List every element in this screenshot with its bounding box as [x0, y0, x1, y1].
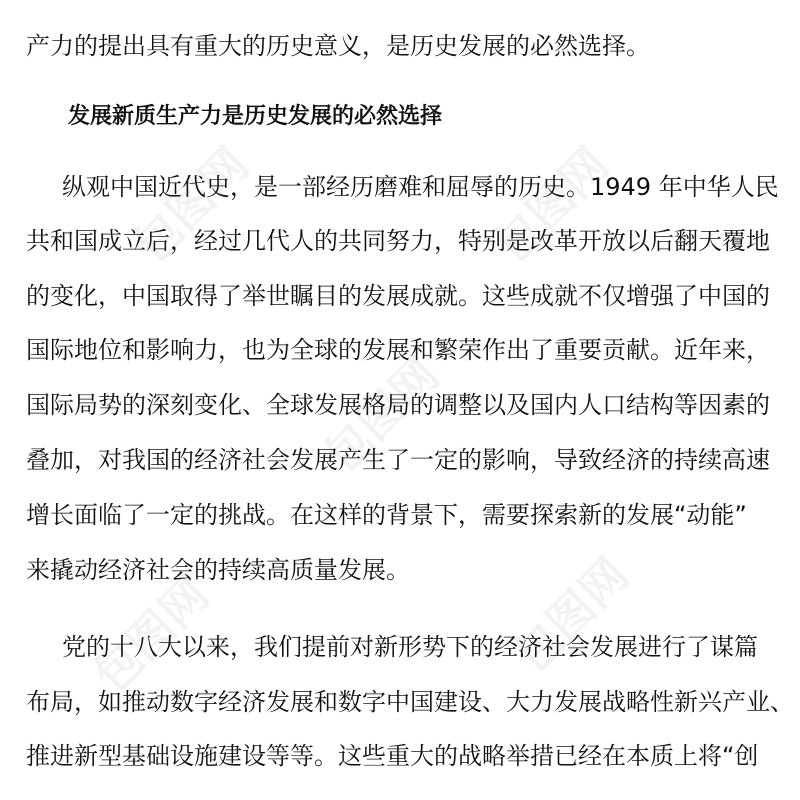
cut-off-line: [26, 0, 34, 8]
paragraph2-line: 党的十八大以来，我们提前对新形势下的经济社会发展进行了谋篇: [62, 633, 758, 661]
intro-line: 产力的提出具有重大的历史意义，是历史发展的必然选择。: [26, 32, 650, 60]
paragraph1-line: 国际局势的深刻变化、全球发展格局的调整以及国内人口结构等因素的: [26, 391, 770, 419]
paragraph1-line: 增长面临了一定的挑战。在这样的背景下，需要探索新的发展“动能”: [26, 501, 747, 529]
paragraph2-line: 推进新型基础设施建设等等。这些重大的战略举措已经在本质上将“创: [26, 742, 759, 770]
watermark: 包图网: [123, 137, 260, 274]
paragraph1-line: 国际地位和影响力，也为全球的发展和繁荣作出了重要贡献。近年来，: [26, 336, 770, 364]
section-heading: 发展新质生产力是历史发展的必然选择: [68, 104, 443, 129]
watermark: 包图网: [313, 347, 450, 484]
paragraph1-line: 纵观中国近代史，是一部经历磨难和屈辱的历史。1949 年中华人民: [62, 173, 779, 201]
watermark: 包图网: [83, 567, 220, 704]
paragraph1-line: 来撬动经济社会的持续高质量发展。: [26, 556, 410, 584]
paragraph1-line: 共和国成立后，经过几代人的共同努力，特别是改革开放以后翻天覆地: [26, 227, 770, 255]
paragraph2-line: 布局，如推动数字经济发展和数字中国建设、大力发展战略性新兴产业、: [26, 688, 794, 716]
watermark: 包图网: [503, 547, 640, 684]
paragraph1-line: 的变化，中国取得了举世瞩目的发展成就。这些成就不仅增强了中国的: [26, 282, 770, 310]
watermark: 包图网: [483, 137, 620, 274]
paragraph1-line: 叠加，对我国的经济社会发展产生了一定的影响，导致经济的持续高速: [26, 446, 770, 474]
